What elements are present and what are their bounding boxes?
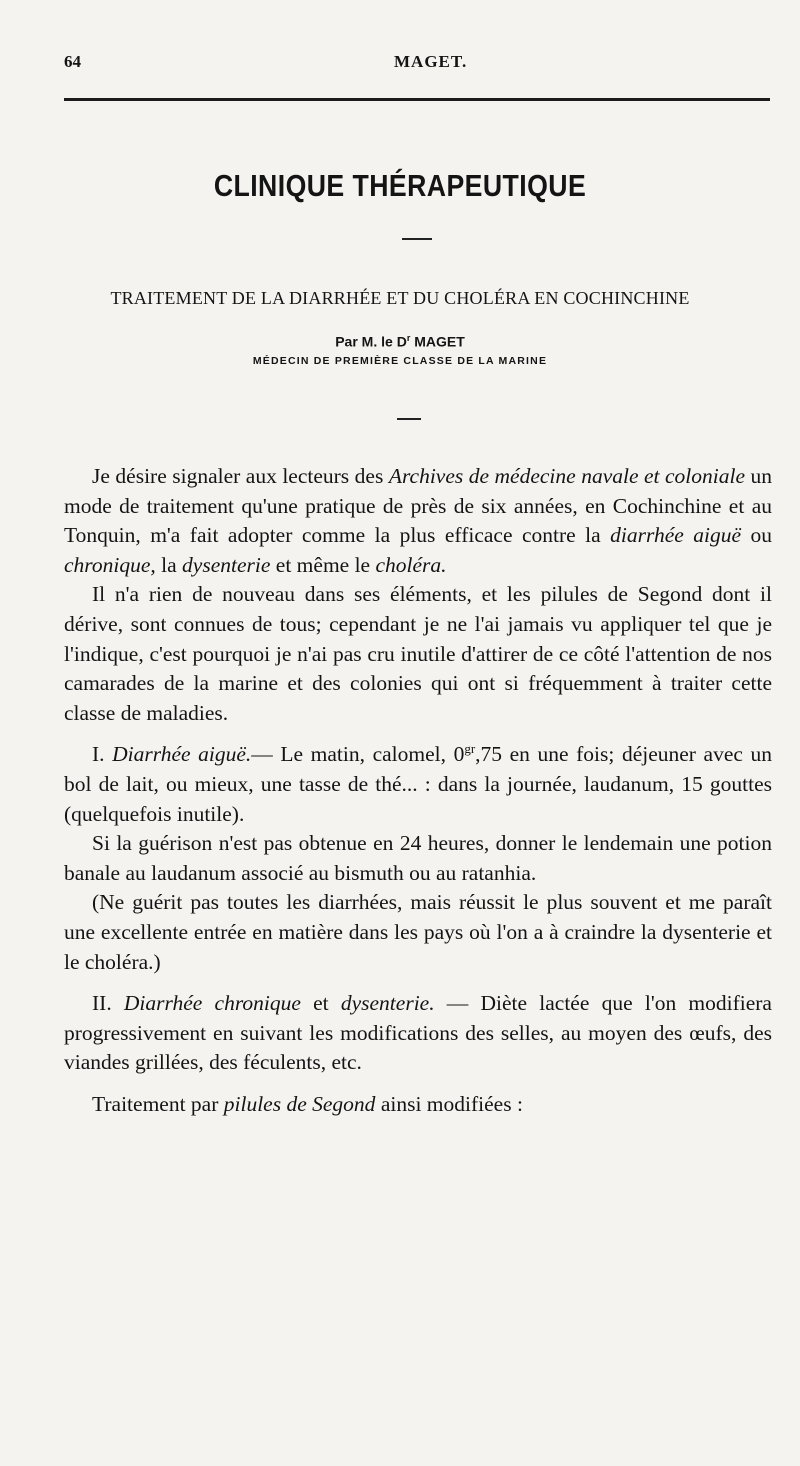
author-name: MAGET <box>414 333 465 350</box>
article-body <box>64 462 772 1119</box>
paragraph-segond: Il n'a rien de nouveau dans ses éléments, et les pilules de Segond dont il dérive, sont connues de tous; cependant je ne l'ai jamais vu appliquer tel que je l'indique, c'est pourquoi je n'ai pas cru inutile d'attirer de ce côté l'attention de nos camarades de la marine et des colonies qui ont si fréquemment à traiter cette classe de maladies. <box>64 582 772 725</box>
author-rank: MÉDECIN DE PREMIÈRE CLASSE DE LA MARINE <box>252 355 548 367</box>
header-rule <box>64 98 770 101</box>
paragraph-intro: Je désire signaler aux lecteurs des Archives de médecine navale et coloniale un mode de traitement qu'une pratique de près de six années, en Cochinchine et au Tonquin, m'a fait adopter comme la plus efficace contre la diarrhée aiguë ou chronique, la dysenterie et même le choléra. <box>64 464 773 577</box>
page-number: 64 <box>64 52 81 71</box>
running-header <box>64 52 760 78</box>
paragraph-followup: Si la guérison n'est pas obtenue en 24 heures, donner le lendemain une potion banale au laudanum associé au bismuth ou au ratanhia. <box>64 831 772 885</box>
article-title: TRAITEMENT DE LA DIARRHÉE ET DU CHOLÉRA EN COCHINCHINE <box>110 288 690 308</box>
byline-superscript: r <box>406 333 411 343</box>
author-byline <box>0 333 800 350</box>
byline-separator <box>397 418 421 420</box>
paragraph-acute-diarrhea: I. Diarrhée aiguë.— Le matin, calomel, $0^{gr},75$ en une fois; déjeuner avec un bol de lait, ou mieux, une tasse de thé... : dans la journée, laudanum, 15 gouttes (quelquefois inutile). <box>64 741 773 826</box>
paragraph-treatment: Traitement par pilules de Segond ainsi modifiées : <box>92 1091 523 1116</box>
paragraph-note: (Ne guérit pas toutes les diarrhées, mais réussit le plus souvent et me paraît une excellente entrée en matière dans les pays où l'on a à craindre la dysenterie et le choléra.) <box>64 890 772 974</box>
byline-prefix: Par M. le D <box>335 333 407 350</box>
running-title: MAGET. <box>394 52 468 71</box>
section-title: CLINIQUE THÉRAPEUTIQUE <box>213 168 587 203</box>
title-separator <box>402 238 432 240</box>
paragraph-chronic-diarrhea: II. Diarrhée chronique et dysenterie. — Diète lactée que l'on modifiera progressivement en suivant les modifications des selles, au moyen des œufs, des viandes grillées, des féculents, etc. <box>64 991 772 1075</box>
